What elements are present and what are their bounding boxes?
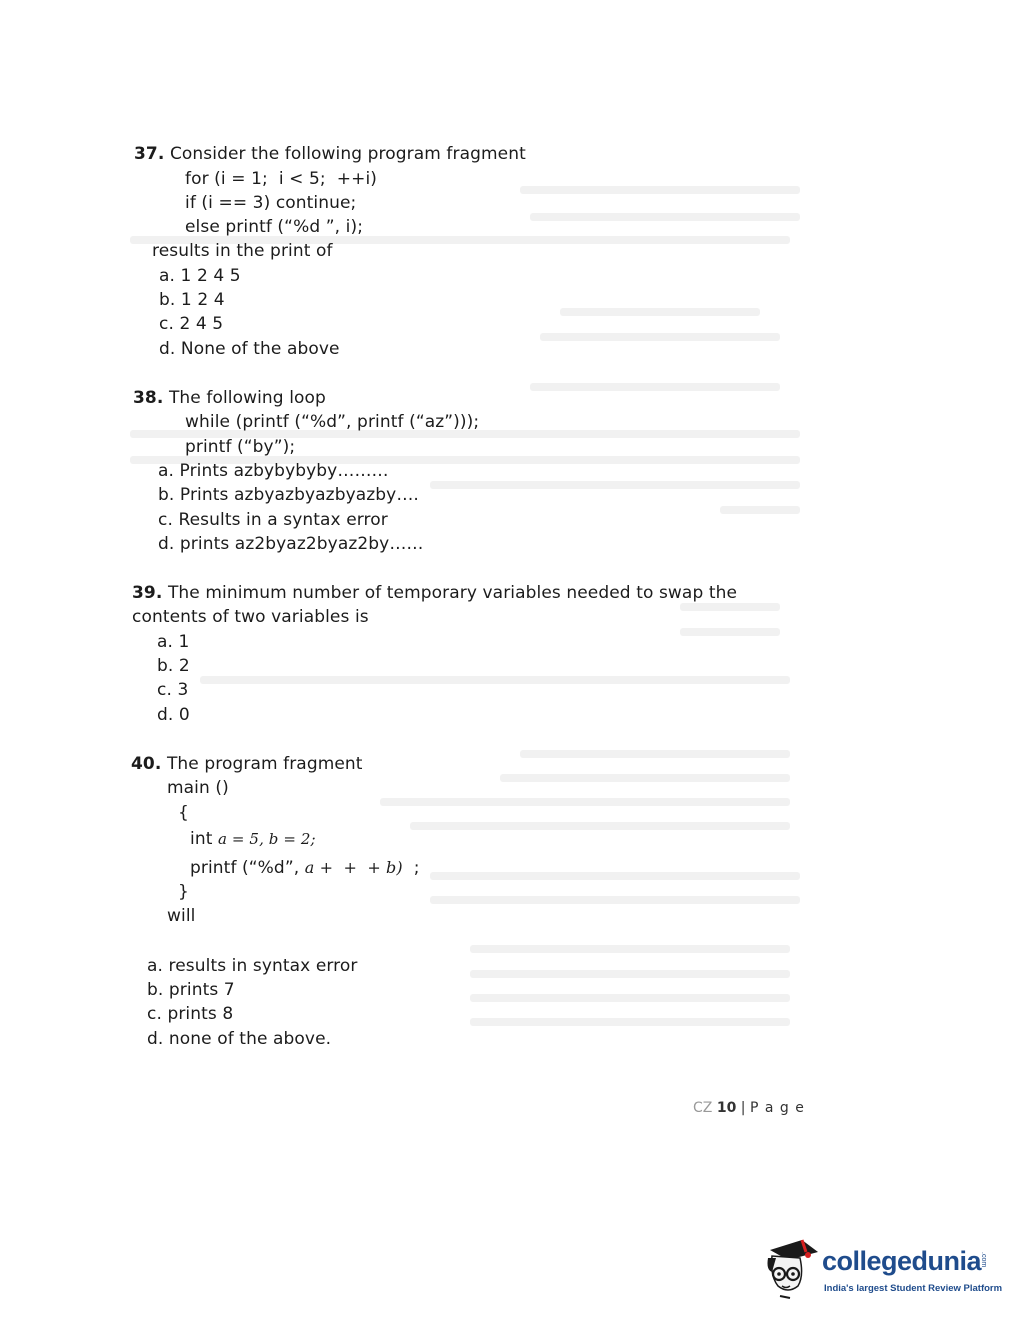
question-number: 37.: [134, 144, 165, 164]
option-b: b. Prints azbyazbyazbyazby….: [158, 485, 419, 505]
bleed-through-mark: [430, 872, 800, 880]
code-brace-close: }: [178, 882, 189, 902]
printf-start: printf (“%d”,: [190, 858, 300, 878]
question-text-cont: contents of two variables is: [132, 607, 369, 627]
option-b: b. prints 7: [147, 980, 235, 1000]
option-a: a. 1 2 4 5: [159, 266, 241, 286]
bleed-through-mark: [470, 970, 790, 978]
option-c: c. 2 4 5: [159, 314, 224, 334]
bleed-through-mark: [530, 213, 800, 221]
footer-separator: |: [740, 1100, 746, 1116]
question-text: The program fragment: [166, 754, 363, 774]
printf-end: ;: [413, 858, 420, 878]
option-d: d. prints az2byaz2byaz2by……: [158, 534, 424, 554]
bleed-through-mark: [430, 896, 800, 904]
bleed-through-mark: [430, 481, 800, 489]
bleed-through-mark: [720, 506, 800, 514]
option-a: a. Prints azbybybyby………: [158, 461, 389, 481]
question-39-heading: [132, 582, 737, 604]
option-b: b. 1 2 4: [159, 290, 225, 310]
code-line: if (i == 3) continue;: [185, 193, 357, 213]
option-d: d. 0: [157, 705, 190, 725]
page-footer: [693, 1100, 805, 1116]
logo-com: .com: [980, 1252, 987, 1268]
bleed-through-mark: [680, 603, 780, 611]
question-number: 39.: [132, 583, 163, 603]
bleed-through-mark: [680, 628, 780, 636]
question-text: The minimum number of temporary variables needed to swap the: [167, 583, 738, 603]
bleed-through-mark: [470, 994, 790, 1002]
bleed-through-mark: [520, 186, 800, 194]
printf-expression: a + + + b): [304, 858, 403, 877]
code-line: else printf (“%d ”, i);: [185, 217, 364, 237]
collegedunia-logo: [762, 1236, 1003, 1302]
bleed-through-mark: [470, 945, 790, 953]
code-line: [190, 857, 420, 879]
option-a: a. 1: [157, 632, 190, 652]
question-37-heading: [134, 143, 526, 165]
option-c: c. prints 8: [147, 1004, 234, 1024]
bleed-through-mark: [530, 383, 780, 391]
code-line: while (printf (“%d”, printf (“az”)));: [185, 412, 480, 432]
bleed-through-mark: [470, 1018, 790, 1026]
question-number: 40.: [131, 754, 162, 774]
option-c: c. 3: [157, 680, 189, 700]
option-a: a. results in syntax error: [147, 956, 358, 976]
bleed-through-mark: [380, 798, 790, 806]
bleed-through-mark: [540, 333, 780, 341]
mascot-icon: [762, 1236, 822, 1302]
question-38-heading: [133, 387, 326, 409]
option-b: b. 2: [157, 656, 190, 676]
question-text: The following loop: [168, 388, 326, 408]
option-d: d. none of the above.: [147, 1029, 332, 1049]
option-d: d. None of the above: [159, 339, 340, 359]
bleed-through-mark: [200, 676, 790, 684]
bleed-through-mark: [500, 774, 790, 782]
bleed-through-mark: [410, 822, 790, 830]
int-keyword: int: [190, 829, 213, 849]
question-tail: will: [167, 906, 196, 926]
bleed-through-mark: [520, 750, 790, 758]
question-number: 38.: [133, 388, 164, 408]
option-c: c. Results in a syntax error: [158, 510, 388, 530]
code-line: printf (“by”);: [185, 437, 296, 457]
footer-code: CZ: [693, 1100, 713, 1116]
code-line: for (i = 1; i < 5; ++i): [185, 169, 378, 189]
code-line: [190, 828, 316, 850]
logo-tagline: India's largest Student Review Platform: [824, 1283, 1003, 1294]
bleed-through-mark: [560, 308, 760, 316]
int-expression: a = 5, b = 2;: [217, 830, 316, 848]
code-brace-open: {: [178, 803, 189, 823]
question-text: Consider the following program fragment: [169, 144, 526, 164]
code-line: main (): [167, 778, 229, 798]
logo-wordmark: collegedunia: [822, 1246, 982, 1276]
page-label: P a g e: [749, 1100, 805, 1116]
page-number: 10: [716, 1100, 737, 1116]
question-40-heading: [131, 753, 363, 775]
question-tail: results in the print of: [152, 241, 333, 261]
